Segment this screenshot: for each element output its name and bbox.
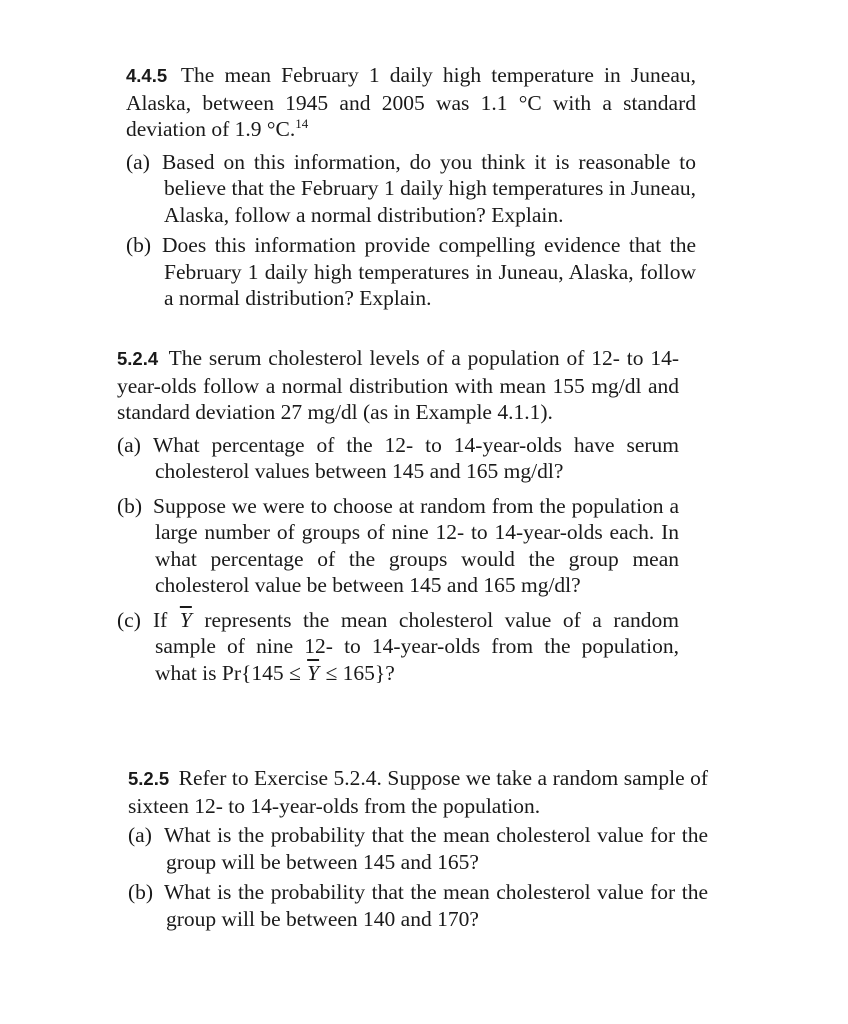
part-label: (b)	[117, 493, 143, 518]
stem-text: The mean February 1 daily high temperature in Juneau, Alaska, between 1945 and 2005 was 1.1 °C with a standard deviation of 1.9 °C.	[126, 63, 696, 141]
question-part-b	[126, 232, 696, 312]
exercise-4-4-5	[126, 62, 696, 316]
part-label: (b)	[126, 233, 152, 257]
part-text: Based on this information, do you think it is reasonable to believe that the February 1 daily high temperatures in Juneau, Alaska, follow a normal distribution? Explain.	[162, 149, 696, 227]
y-bar-symbol: $\overline{Y}$	[307, 660, 320, 685]
exercise-stem	[126, 62, 696, 143]
part-label: (c)	[117, 607, 141, 632]
part-label: (a)	[128, 823, 152, 847]
part-label: (a)	[117, 432, 141, 457]
exercise-stem	[128, 765, 708, 819]
part-text: What is the probability that the mean cholesterol value for the group will be between 140 and 170?	[164, 880, 708, 931]
exercise-number: 5.2.5	[128, 768, 170, 789]
y-bar-symbol: $\overline{Y}$	[179, 607, 192, 632]
question-part-a	[117, 432, 679, 485]
exercise-stem	[117, 345, 679, 426]
part-text: Does this information provide compelling evidence that the February 1 daily high temperatures in Juneau, Alaska, follow a normal distribution? Explain.	[162, 233, 696, 310]
exercise-5-2-5	[128, 765, 708, 936]
stem-text: Refer to Exercise 5.2.4. Suppose we take a random sample of sixteen 12- to 14-year-olds from the population.	[128, 766, 708, 818]
part-text: Suppose we were to choose at random from the population a large number of groups of nine 12- to 14-year-olds each. In what percentage of the groups would the group mean cholesterol value be between 145 and 165 mg/dl?	[153, 493, 679, 597]
part-label: (a)	[126, 149, 150, 174]
exercise-number: 4.4.5	[126, 65, 168, 86]
question-part-a	[126, 149, 696, 229]
part-text: What is the probability that the mean cholesterol value for the group will be between 145 and 165?	[164, 823, 708, 874]
part-text: If	[153, 607, 168, 632]
question-part-a	[128, 822, 708, 875]
part-text: What percentage of the 12- to 14-year-olds have serum cholesterol values between 145 and 165 mg/dl?	[153, 432, 679, 483]
question-part-c	[117, 607, 679, 687]
question-part-b	[117, 493, 679, 599]
question-part-b	[128, 879, 708, 932]
part-label: (b)	[128, 880, 154, 904]
part-text: ≤ 165}?	[325, 660, 395, 685]
stem-text: The serum cholesterol levels of a population of 12- to 14-year-olds follow a normal distribution with mean 155 mg/dl and standard deviation 27 mg/dl (as in Example 4.1.1).	[117, 346, 679, 424]
part-text: represents the mean cholesterol value of a random sample of nine 12- to 14-year-olds from the population, what is Pr{145 ≤	[155, 607, 680, 685]
exercise-number: 5.2.4	[117, 348, 159, 369]
exercise-5-2-4	[117, 345, 679, 694]
footnote-marker: 14	[295, 116, 309, 131]
